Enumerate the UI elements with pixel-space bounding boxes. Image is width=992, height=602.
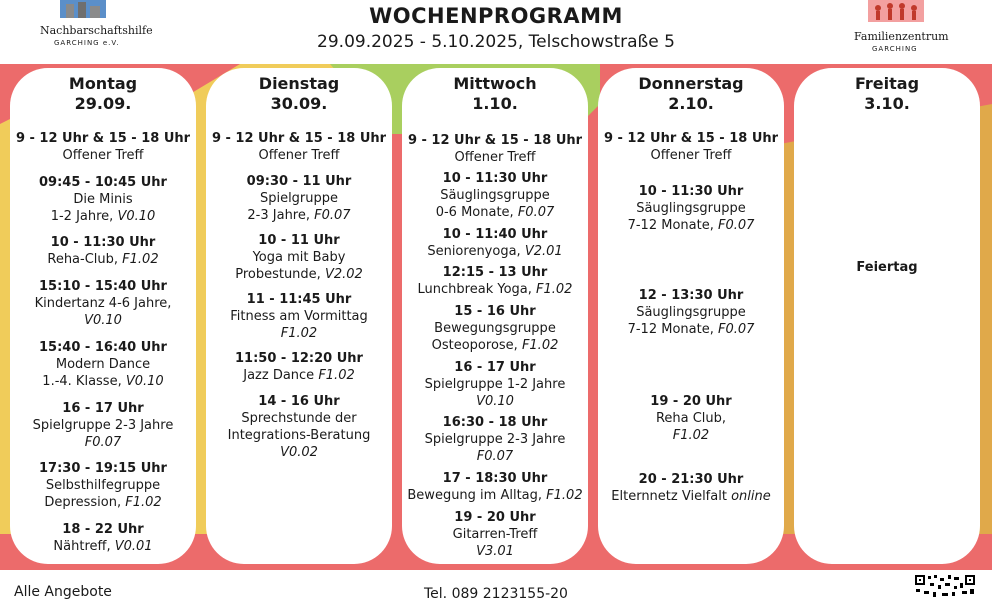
day-name: Freitag xyxy=(854,74,920,93)
event-item xyxy=(402,264,588,298)
event-desc: Reha Club, xyxy=(655,411,727,426)
event-desc: Modern Dance xyxy=(55,357,151,372)
event-desc: Reha-Club, xyxy=(47,252,123,267)
event-item xyxy=(206,173,392,224)
event-item xyxy=(598,471,784,505)
event-room: F1.02 xyxy=(280,326,318,341)
event-time: 19 - 20 Uhr xyxy=(650,394,732,409)
event-item xyxy=(206,350,392,384)
event-room: F0.07 xyxy=(476,449,514,464)
day-name: Donnerstag xyxy=(638,74,744,93)
event-desc: Bewegungsgruppe xyxy=(434,321,556,336)
event-desc-2: 1.-4. Klasse, xyxy=(42,374,126,389)
event-room: V2.02 xyxy=(324,267,363,282)
event-item xyxy=(402,470,588,504)
event-desc: Gitarren-Treff xyxy=(452,527,538,542)
event-desc-2: Integrations-Beratung xyxy=(227,428,371,443)
event-desc: Offener Treff xyxy=(62,148,144,163)
event-desc: Spielgruppe 2-3 Jahre xyxy=(424,432,566,447)
event-desc-2: 7-12 Monate, xyxy=(627,218,718,233)
day-card-mittwoch xyxy=(402,68,588,564)
day-date: 3.10. xyxy=(864,94,910,113)
event-item xyxy=(598,393,784,444)
event-room: F0.07 xyxy=(717,322,755,337)
event-time: 15:10 - 15:40 Uhr xyxy=(39,279,167,294)
event-desc: Nähtreff, xyxy=(53,539,115,554)
event-item xyxy=(206,130,392,164)
event-room: V0.10 xyxy=(84,313,122,328)
event-room: F0.07 xyxy=(314,208,351,223)
day-name: Dienstag xyxy=(258,74,340,93)
event-item xyxy=(402,132,588,166)
event-room: V0.02 xyxy=(280,445,318,460)
event-room: F1.02 xyxy=(521,338,559,353)
event-item xyxy=(10,339,196,390)
event-desc: Elternnetz Vielfalt xyxy=(611,489,732,504)
event-desc-2: Osteoporose, xyxy=(431,338,522,353)
page-subtitle: 29.09.2025 - 5.10.2025, Telschowstraße 5 xyxy=(317,32,675,52)
event-room: F0.07 xyxy=(84,435,122,450)
event-time: 11 - 11:45 Uhr xyxy=(246,292,352,307)
event-time: 15 - 16 Uhr xyxy=(454,304,536,319)
logo-left-name: Nachbarschaftshilfe xyxy=(40,24,153,37)
event-desc: Yoga mit Baby xyxy=(252,250,346,265)
event-room: V0.10 xyxy=(125,374,164,389)
logo-right-sub: GARCHING xyxy=(872,45,918,53)
event-time: 19 - 20 Uhr xyxy=(454,510,536,525)
event-time: 10 - 11 Uhr xyxy=(258,233,340,248)
day-name: Mittwoch xyxy=(453,74,537,93)
event-desc-2: 1-2 Jahre, xyxy=(50,209,118,224)
event-room: V0.10 xyxy=(476,394,514,409)
event-item xyxy=(402,359,588,410)
event-desc: Spielgruppe xyxy=(259,191,339,206)
event-item xyxy=(598,130,784,164)
event-room: F1.02 xyxy=(318,368,355,383)
event-desc: Spielgruppe 1-2 Jahre xyxy=(424,377,566,392)
event-time: 17 - 18:30 Uhr xyxy=(442,471,548,486)
event-time: 9 - 12 Uhr & 15 - 18 Uhr xyxy=(15,131,191,146)
event-time: 11:50 - 12:20 Uhr xyxy=(235,351,363,366)
event-desc-2: 7-12 Monate, xyxy=(627,322,718,337)
holiday-label: Feiertag xyxy=(856,260,918,275)
event-time: 9 - 12 Uhr & 15 - 18 Uhr xyxy=(407,133,583,148)
event-time: 10 - 11:30 Uhr xyxy=(50,235,156,250)
family-figures-icon xyxy=(864,0,934,26)
familienzentrum-logo[interactable] xyxy=(852,0,949,56)
event-item xyxy=(10,174,196,225)
event-item xyxy=(206,291,392,342)
event-item xyxy=(10,460,196,511)
event-item xyxy=(10,521,196,555)
event-desc: Die Minis xyxy=(73,192,133,207)
event-time: 15:40 - 16:40 Uhr xyxy=(39,340,167,355)
event-room: V2.01 xyxy=(524,244,563,259)
event-item xyxy=(402,509,588,560)
event-time: 10 - 11:30 Uhr xyxy=(442,171,548,186)
event-time: 09:30 - 11 Uhr xyxy=(246,174,352,189)
day-date: 1.10. xyxy=(472,94,518,113)
event-desc: Kindertanz 4-6 Jahre, xyxy=(34,296,172,311)
event-time: 10 - 11:40 Uhr xyxy=(442,227,548,242)
event-desc: Selbsthilfegruppe xyxy=(45,478,161,493)
day-date: 2.10. xyxy=(668,94,714,113)
event-desc-2: Probestunde, xyxy=(235,267,325,282)
day-date: 30.09. xyxy=(270,94,328,113)
event-time: 18 - 22 Uhr xyxy=(62,522,144,537)
event-item xyxy=(10,234,196,268)
event-desc: Offener Treff xyxy=(258,148,340,163)
event-desc-2: 0-6 Monate, xyxy=(435,205,518,220)
event-desc: Bewegung im Alltag, xyxy=(407,488,547,503)
event-desc: Sprechstunde der xyxy=(241,411,357,426)
day-card-dienstag xyxy=(206,68,392,564)
event-time: 12:15 - 13 Uhr xyxy=(442,265,548,280)
event-room: V0.01 xyxy=(114,539,153,554)
event-room: F0.07 xyxy=(717,218,755,233)
event-time: 09:45 - 10:45 Uhr xyxy=(39,175,167,190)
day-date: 29.09. xyxy=(74,94,132,113)
event-room: F0.07 xyxy=(517,205,555,220)
footer-phone[interactable]: Tel. 089 2123155-20 xyxy=(424,586,568,602)
event-room: F1.02 xyxy=(125,495,162,510)
event-time: 17:30 - 19:15 Uhr xyxy=(39,461,167,476)
day-card-freitag xyxy=(794,68,980,564)
day-card-donnerstag xyxy=(598,68,784,564)
event-time: 16:30 - 18 Uhr xyxy=(442,415,548,430)
event-room: online xyxy=(731,489,771,504)
event-item xyxy=(402,303,588,354)
day-name: Montag xyxy=(68,74,138,93)
page-title: WOCHENPROGRAMM xyxy=(369,4,623,28)
event-room: F1.02 xyxy=(546,488,583,503)
event-desc: Spielgruppe 2-3 Jahre xyxy=(32,418,174,433)
event-item xyxy=(402,170,588,221)
event-time: 9 - 12 Uhr & 15 - 18 Uhr xyxy=(211,131,387,146)
event-desc: Jazz Dance xyxy=(243,368,319,383)
event-desc-2: 2-3 Jahre, xyxy=(247,208,315,223)
event-time: 14 - 16 Uhr xyxy=(258,394,340,409)
event-desc: Offener Treff xyxy=(454,150,536,165)
event-time: 9 - 12 Uhr & 15 - 18 Uhr xyxy=(603,131,779,146)
qr-code-icon[interactable] xyxy=(914,574,976,600)
event-desc: Lunchbreak Yoga, xyxy=(417,282,537,297)
event-item xyxy=(10,278,196,329)
event-item xyxy=(10,400,196,451)
event-desc-2: Depression, xyxy=(44,495,126,510)
event-time: 16 - 17 Uhr xyxy=(62,401,144,416)
event-item xyxy=(10,130,196,164)
event-desc: Fitness am Vormittag xyxy=(230,309,368,324)
event-desc: Säuglingsgruppe xyxy=(636,201,746,216)
event-desc: Offener Treff xyxy=(650,148,732,163)
event-item xyxy=(598,183,784,234)
event-room: V0.10 xyxy=(117,209,156,224)
page-header xyxy=(0,0,992,64)
logo-left-sub: GARCHING e.V. xyxy=(54,39,120,47)
logo-right-name: Familienzentrum xyxy=(854,30,949,43)
event-room: F1.02 xyxy=(536,282,573,297)
event-item xyxy=(402,226,588,260)
event-time: 20 - 21:30 Uhr xyxy=(638,472,744,487)
event-desc: Säuglingsgruppe xyxy=(636,305,746,320)
event-time: 16 - 17 Uhr xyxy=(454,360,536,375)
event-time: 12 - 13:30 Uhr xyxy=(638,288,744,303)
event-desc: Säuglingsgruppe xyxy=(440,188,550,203)
event-room: F1.02 xyxy=(122,252,159,267)
event-item xyxy=(206,232,392,283)
day-card-montag xyxy=(10,68,196,564)
footer-all-offers: Alle Angebote xyxy=(14,584,112,600)
event-item xyxy=(598,287,784,338)
event-room: F1.02 xyxy=(672,428,710,443)
event-time: 10 - 11:30 Uhr xyxy=(638,184,744,199)
event-item xyxy=(402,414,588,465)
event-item xyxy=(206,393,392,461)
event-desc: Seniorenyoga, xyxy=(427,244,525,259)
event-room: V3.01 xyxy=(476,544,514,559)
